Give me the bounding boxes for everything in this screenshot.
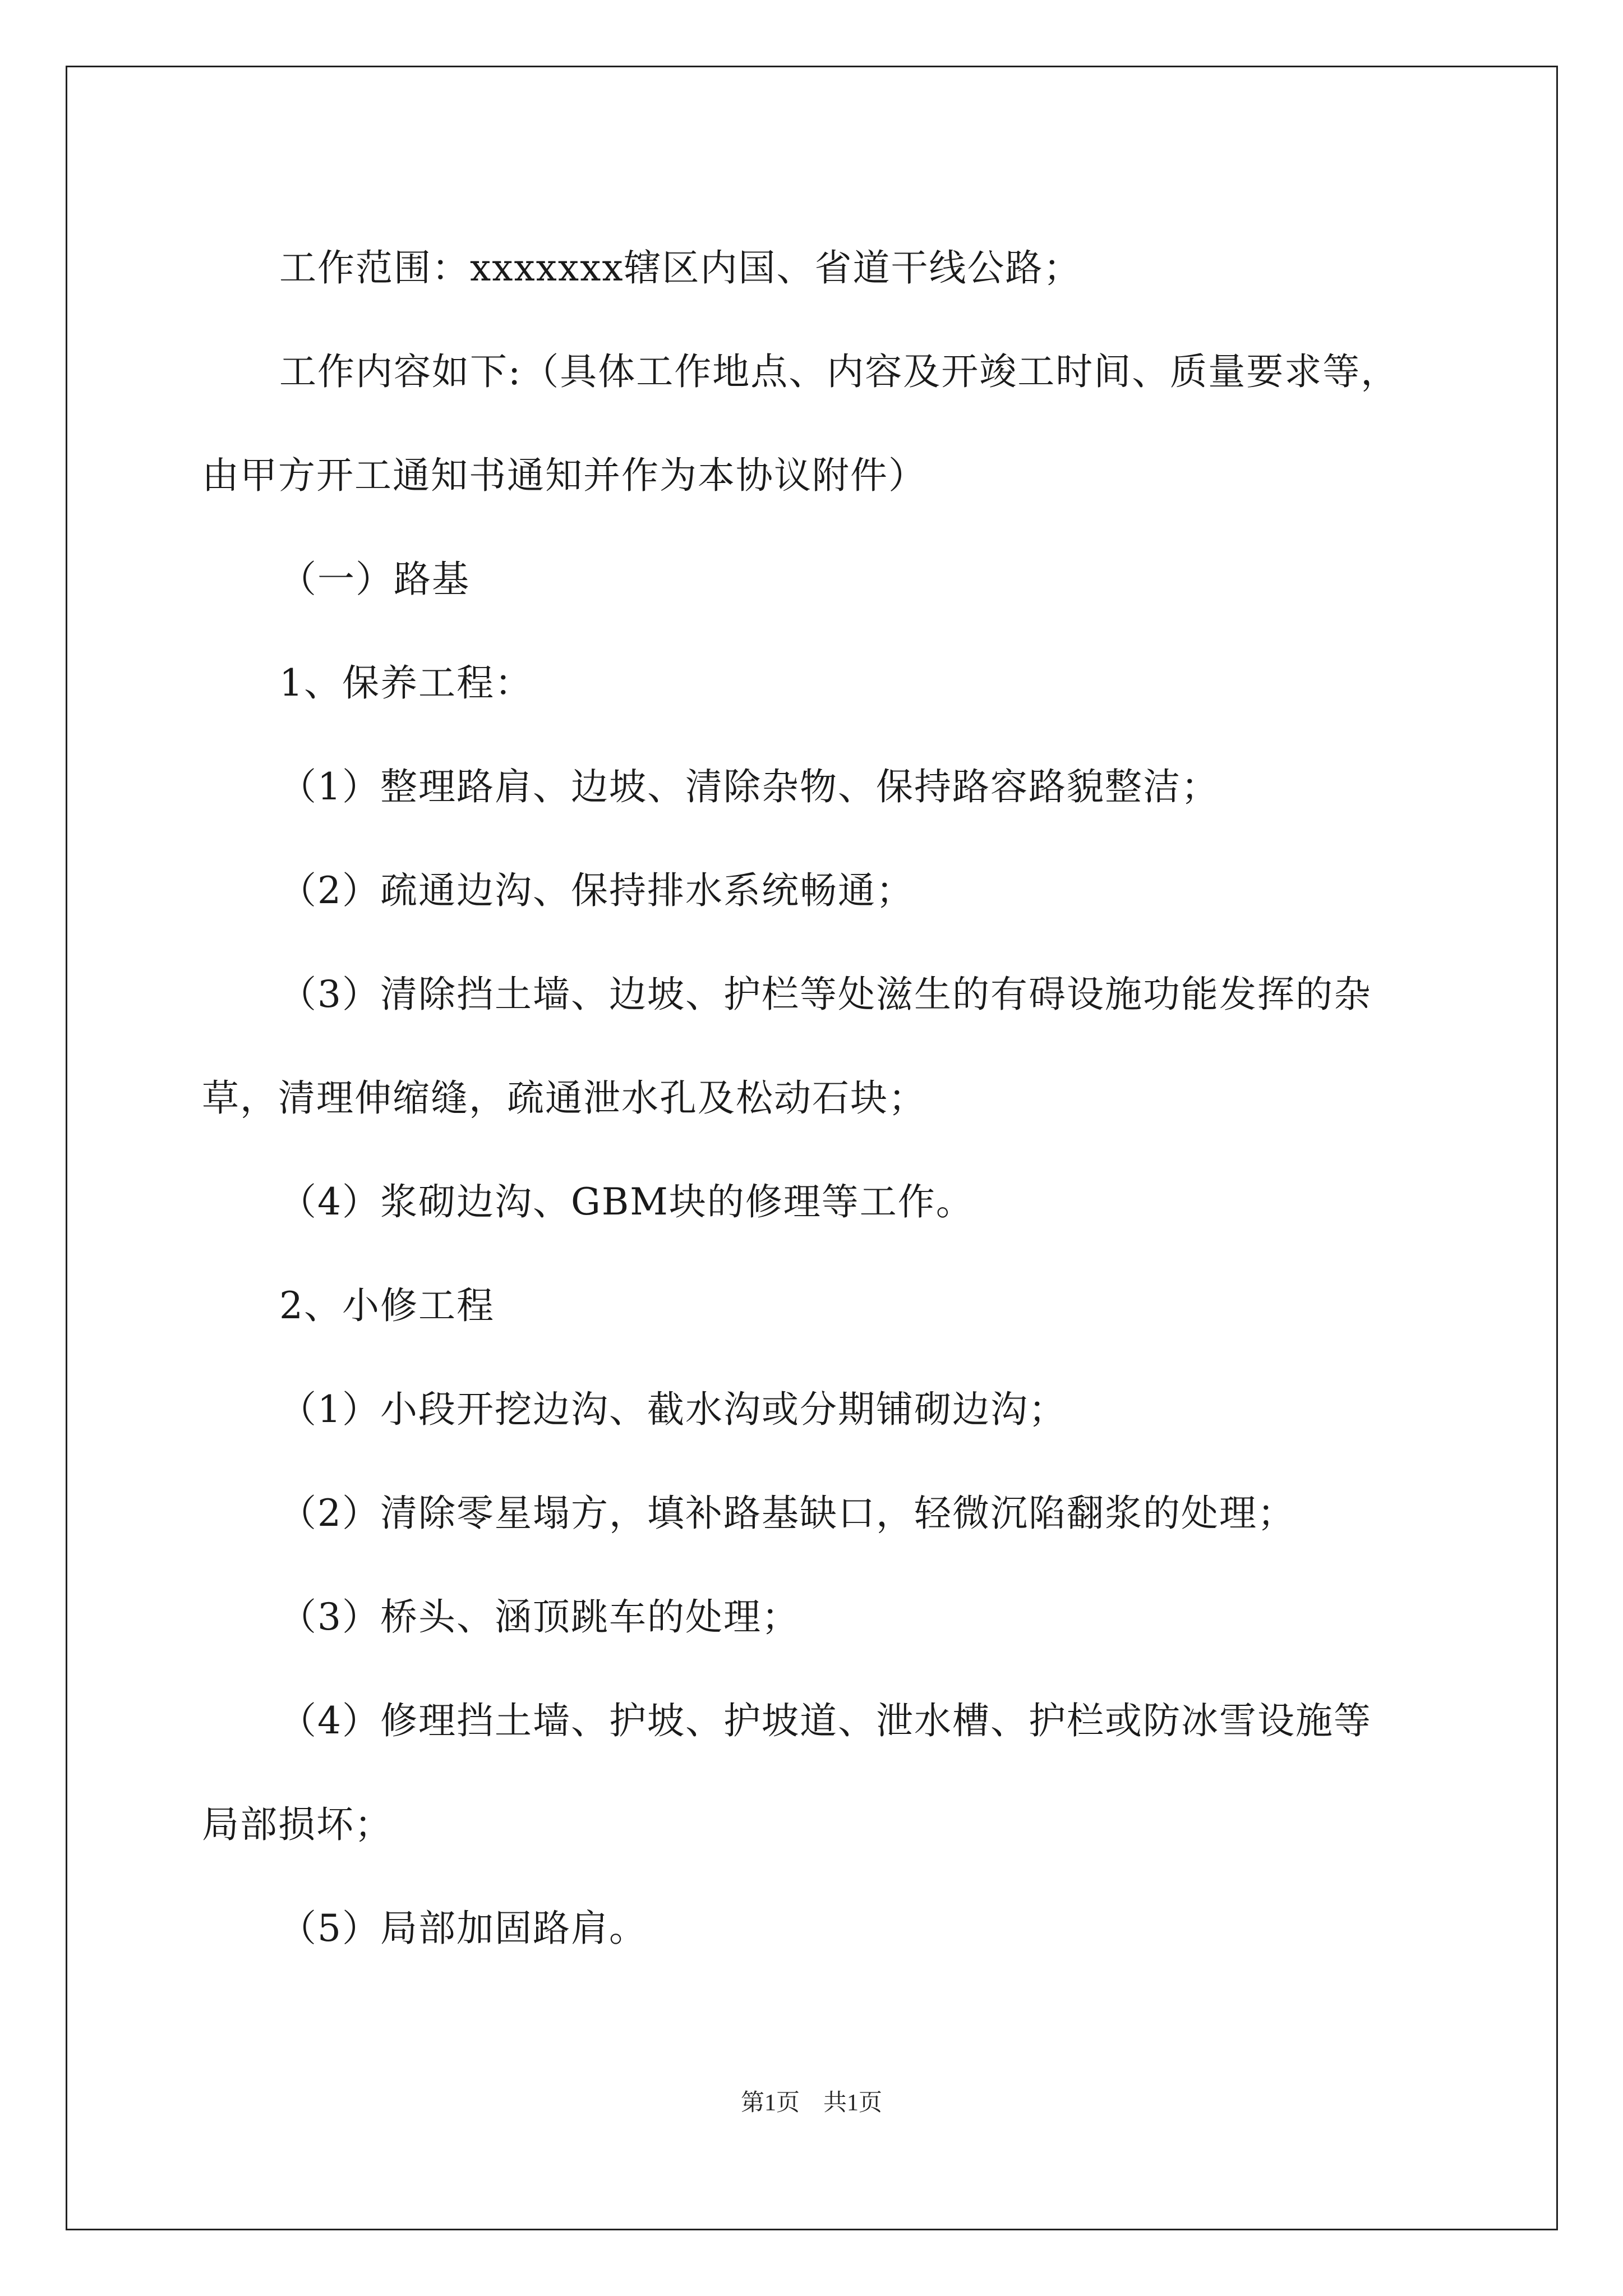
list-item: （3）清除挡土墙、边坡、护栏等处滋生的有碍设施功能发挥的杂 bbox=[279, 973, 1372, 1016]
document-body bbox=[202, 216, 1436, 1980]
list-item-cont: 草，清理伸缩缝，疏通泄水孔及松动石块； bbox=[202, 1076, 926, 1120]
paragraph-work-content: 工作内容如下:（具体工作地点、内容及开竣工时间、质量要求等， bbox=[279, 350, 1399, 393]
list-item: （4）浆砌边沟、GBM块的修理等工作。 bbox=[279, 1180, 974, 1223]
heading-roadbed: （一）路基 bbox=[279, 558, 470, 601]
list-item: （5）局部加固路肩。 bbox=[279, 1907, 647, 1950]
paragraph-work-scope: 工作范围：xxxxxxx辖区内国、省道干线公路； bbox=[279, 246, 1082, 289]
list-item-cont: 局部损坏； bbox=[202, 1803, 393, 1846]
list-item: （1）整理路肩、边坡、清除杂物、保持路容路貌整洁； bbox=[279, 765, 1219, 808]
heading-maintenance: 1、保养工程： bbox=[279, 661, 533, 705]
list-item: （2）疏通边沟、保持排水系统畅通； bbox=[279, 869, 914, 912]
list-item: （3）桥头、涵顶跳车的处理； bbox=[279, 1595, 800, 1639]
page-footer: 第1页 共1页 bbox=[740, 2090, 882, 2116]
list-item: （2）清除零星塌方，填补路基缺口，轻微沉陷翻浆的处理； bbox=[279, 1492, 1295, 1535]
heading-minor-repair: 2、小修工程 bbox=[279, 1284, 495, 1327]
list-item: （4）修理挡土墙、护坡、护坡道、泄水槽、护栏或防冰雪设施等 bbox=[279, 1699, 1372, 1742]
paragraph-work-content-cont: 由甲方开工通知书通知并作为本协议附件） bbox=[202, 454, 926, 497]
list-item: （1）小段开挖边沟、截水沟或分期铺砌边沟； bbox=[279, 1388, 1067, 1431]
